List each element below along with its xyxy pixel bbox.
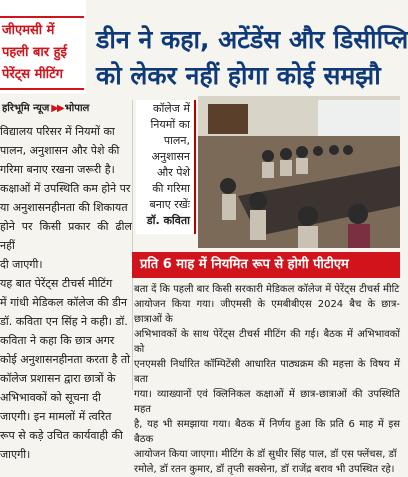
subhead-banner: प्रति 6 माह में नियमित रूप से होगी पीटीएम — [132, 252, 400, 278]
right-body-text — [134, 282, 400, 475]
quote-line: बनाए रखेंः — [149, 198, 190, 211]
headline — [96, 22, 408, 102]
byline-source: हरिभूमि न्यूज — [2, 103, 50, 114]
kicker-line-2: पहली बार हुई — [2, 45, 67, 60]
left-body-line: जाएगी। — [0, 448, 31, 461]
quote-line: कॉलेज में — [153, 102, 190, 115]
right-body-line: एनएमसी निर्धारित कॉम्पिटेंसी आधारित पाठ्यक्रम की महत्ता के विषय में बता — [134, 359, 400, 385]
left-body-line: अभिभावकों को सूचना दी — [0, 391, 101, 404]
left-body-line: दी जाएगी। — [0, 258, 43, 271]
meeting-photo-image — [198, 96, 400, 248]
left-body-line: डॉ. कविता एन सिंह ने कही। डॉ. — [0, 315, 128, 328]
left-body-line: कॉलेज प्रशासन द्वारा छात्रों के — [0, 372, 116, 385]
left-body-line: यह बात पेरेंट्स टीचर्स मीटिंग — [0, 277, 113, 290]
right-body-line: बता दें कि पहली बार किसी सरकारी मेडिकल कॉलेज में पेरेंट्स टीचर्स मीटि — [134, 284, 400, 295]
left-body-line: पालन, अनुशासन और पेशे की — [0, 144, 120, 157]
kicker-line-1: जीएमसी में — [2, 23, 55, 38]
left-body-line: जाएगी। इन मामलों में त्वरित — [0, 410, 112, 423]
right-body-line: रमोले, डॉ रतन कुमार, डॉ तृप्ती सक्सेना, डॉ राजेंद्र बराव भी उपस्थित रहे। — [134, 464, 395, 475]
quote-line: नियमों का — [150, 118, 190, 131]
byline-place: भोपाल — [64, 103, 90, 114]
quote-line: अनुशासन — [151, 150, 190, 163]
left-body-line: रूप से कड़े उचित कार्यवाही की — [0, 429, 123, 442]
left-body-line: गरिमा बनाए रखना जरूरी है। — [0, 163, 115, 176]
left-body-line: कोई अनुशासनहीनता करता है तो — [0, 353, 131, 366]
left-body-line: होने पर किसी प्रकार की ढील नहीं — [0, 220, 132, 252]
quote-line: और पेशे — [157, 166, 190, 179]
left-body-line: या अनुशासनहीनता की शिकायत — [0, 201, 128, 214]
kicker-box — [0, 0, 86, 94]
kicker-line-3: पेरेंट्स मीटिंग — [2, 67, 63, 82]
pull-quote — [136, 100, 196, 234]
kicker-bottom-rule — [0, 88, 84, 90]
byline — [2, 100, 89, 114]
left-body-line: विद्यालय परिसर में नियमों का — [0, 125, 115, 138]
left-body-line: में गांधी मेडिकल कॉलेज की डीन — [0, 296, 127, 309]
left-body-text — [0, 122, 132, 461]
right-body-line: गया। व्याख्यानों एवं क्लिनिकल कक्षाओं में छात्र-छात्राओं की उपस्थिति महत — [134, 389, 400, 415]
kicker-top-rule — [0, 16, 84, 18]
right-body-line: आयोजन किया गया। जीएमसी के एमबीबीएस 2024 बैच के छात्र-छात्राओं के — [134, 299, 400, 325]
quote-attribution: डॉ. कविता — [146, 214, 190, 227]
right-body-line: अभिभावकों के साथ पेरेंट्स टीचर्स मीटिंग की गई। बैठक में अभिभावकों को — [134, 329, 400, 355]
headline-line-2: को लेकर नहीं होगा कोई समझौ — [96, 61, 381, 90]
meeting-photo — [198, 96, 400, 248]
headline-line-1: डीन ने कहा, अटेंडेंस और डिसीप्लि — [96, 25, 408, 54]
byline-arrow-icon: ▶▶ — [51, 103, 63, 114]
column-divider — [132, 100, 133, 390]
right-body-line: है, यह भी समझाया गया। बैठक में निर्णय हुआ कि प्रति 6 माह में इस बैठक — [134, 419, 400, 445]
quote-line: की गरिमा — [152, 182, 190, 195]
left-body-line: कक्षाओं में उपस्थिति कम होने पर — [0, 182, 131, 195]
right-body-line: आयोजन किया जाएगा। मीटिंग के डॉ सुधीर सिंह पाल, डॉ एस फ्लेंचस, डॉ — [134, 449, 397, 460]
quote-line: पालन, — [163, 134, 190, 147]
left-body-line: कविता ने कहा कि छात्र अगर — [0, 334, 115, 347]
